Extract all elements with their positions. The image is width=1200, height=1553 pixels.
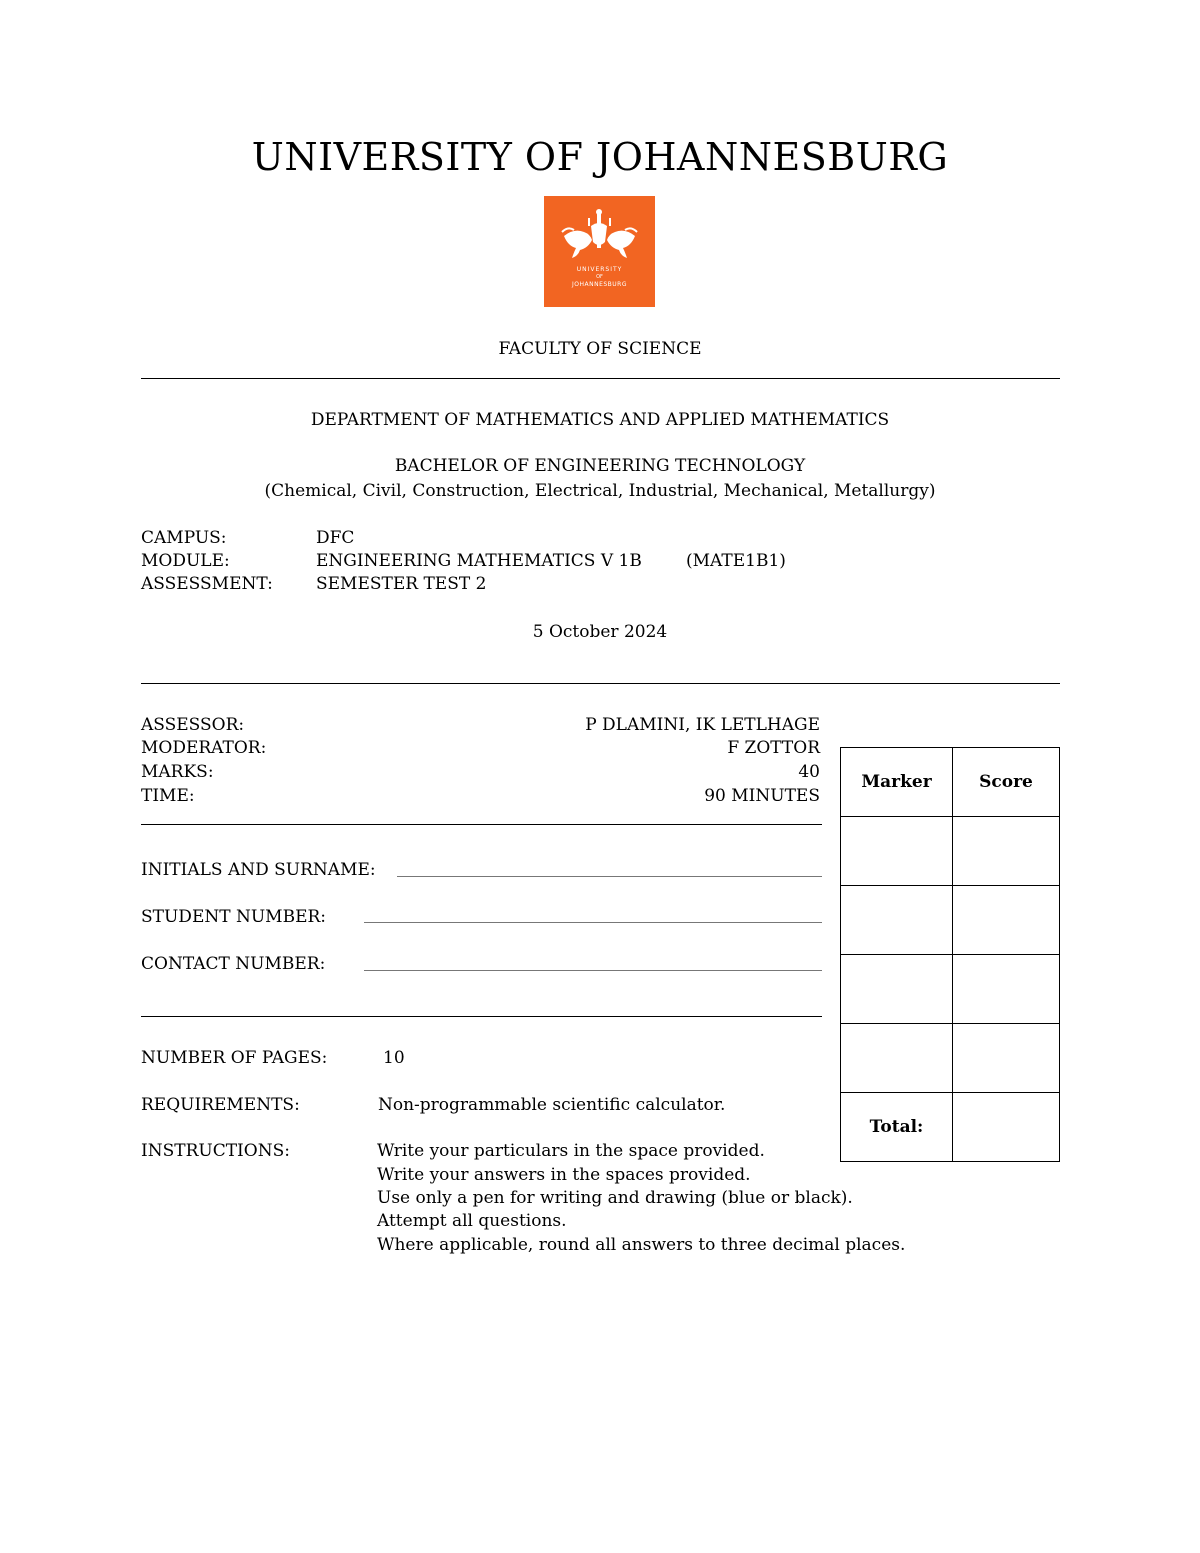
marker-cell[interactable] — [841, 817, 953, 886]
module-value: ENGINEERING MATHEMATICS V 1B — [316, 551, 642, 571]
university-title: UNIVERSITY OF JOHANNESBURG — [251, 135, 949, 179]
divider-rule — [141, 824, 822, 825]
instruction-line: Use only a pen for writing and drawing (blue or black). — [377, 1188, 853, 1208]
logo-text-line1: UNIVERSITY — [576, 266, 623, 273]
contact-number-field[interactable] — [364, 970, 822, 971]
pages-label: NUMBER OF PAGES: — [141, 1048, 328, 1068]
student-number-label: STUDENT NUMBER: — [141, 907, 327, 927]
university-logo — [544, 196, 655, 307]
score-table — [840, 747, 1060, 1162]
logo-text-line2: OF — [596, 274, 603, 280]
score-cell[interactable] — [953, 1024, 1060, 1093]
department-name: DEPARTMENT OF MATHEMATICS AND APPLIED MATHEMATICS — [310, 410, 890, 430]
marker-cell[interactable] — [841, 955, 953, 1024]
marker-cell[interactable] — [841, 886, 953, 955]
assessor-label: ASSESSOR: — [141, 715, 245, 735]
module-code: (MATE1B1) — [686, 551, 786, 571]
score-cell[interactable] — [953, 955, 1060, 1024]
divider-rule — [141, 1016, 822, 1017]
marker-header: Marker — [841, 748, 953, 817]
exam-date: 5 October 2024 — [532, 622, 668, 642]
moderator-value: F ZOTTOR — [727, 738, 820, 758]
name-label: INITIALS AND SURNAME: — [141, 860, 376, 880]
contact-number-label: CONTACT NUMBER: — [141, 954, 326, 974]
logo-text-line3: JOHANNESBURG — [571, 281, 627, 288]
degree-name: BACHELOR OF ENGINEERING TECHNOLOGY — [394, 456, 806, 476]
score-cell[interactable] — [953, 817, 1060, 886]
marks-label: MARKS: — [141, 762, 214, 782]
instruction-line: Where applicable, round all answers to three decimal places. — [377, 1235, 906, 1255]
instructions-label: INSTRUCTIONS: — [141, 1141, 290, 1161]
degree-streams: (Chemical, Civil, Construction, Electrical, Industrial, Mechanical, Metallurgy) — [264, 481, 936, 501]
moderator-label: MODERATOR: — [141, 738, 267, 758]
score-header: Score — [953, 748, 1060, 817]
name-field[interactable] — [397, 876, 822, 877]
module-label: MODULE: — [141, 551, 230, 571]
divider-rule — [141, 378, 1060, 379]
logo-emblem-icon — [544, 196, 655, 307]
instruction-line: Attempt all questions. — [377, 1211, 567, 1231]
score-cell[interactable] — [953, 886, 1060, 955]
marker-cell[interactable] — [841, 1024, 953, 1093]
divider-rule — [141, 683, 1060, 684]
total-label: Total: — [841, 1093, 953, 1162]
requirements-label: REQUIREMENTS: — [141, 1095, 300, 1115]
instruction-line: Write your particulars in the space provided. — [377, 1141, 765, 1161]
marks-value: 40 — [798, 762, 820, 782]
time-value: 90 MINUTES — [704, 786, 820, 806]
instruction-line: Write your answers in the spaces provided. — [377, 1165, 751, 1185]
requirements-value: Non-programmable scientific calculator. — [378, 1095, 726, 1115]
time-label: TIME: — [141, 786, 195, 806]
assessment-value: SEMESTER TEST 2 — [316, 574, 487, 594]
campus-label: CAMPUS: — [141, 528, 227, 548]
faculty-name: FACULTY OF SCIENCE — [498, 339, 702, 359]
assessment-label: ASSESSMENT: — [141, 574, 273, 594]
pages-value: 10 — [383, 1048, 405, 1068]
campus-value: DFC — [316, 528, 355, 548]
student-number-field[interactable] — [364, 922, 822, 923]
total-score-cell[interactable] — [953, 1093, 1060, 1162]
assessor-value: P DLAMINI, IK LETLHAGE — [585, 715, 820, 735]
